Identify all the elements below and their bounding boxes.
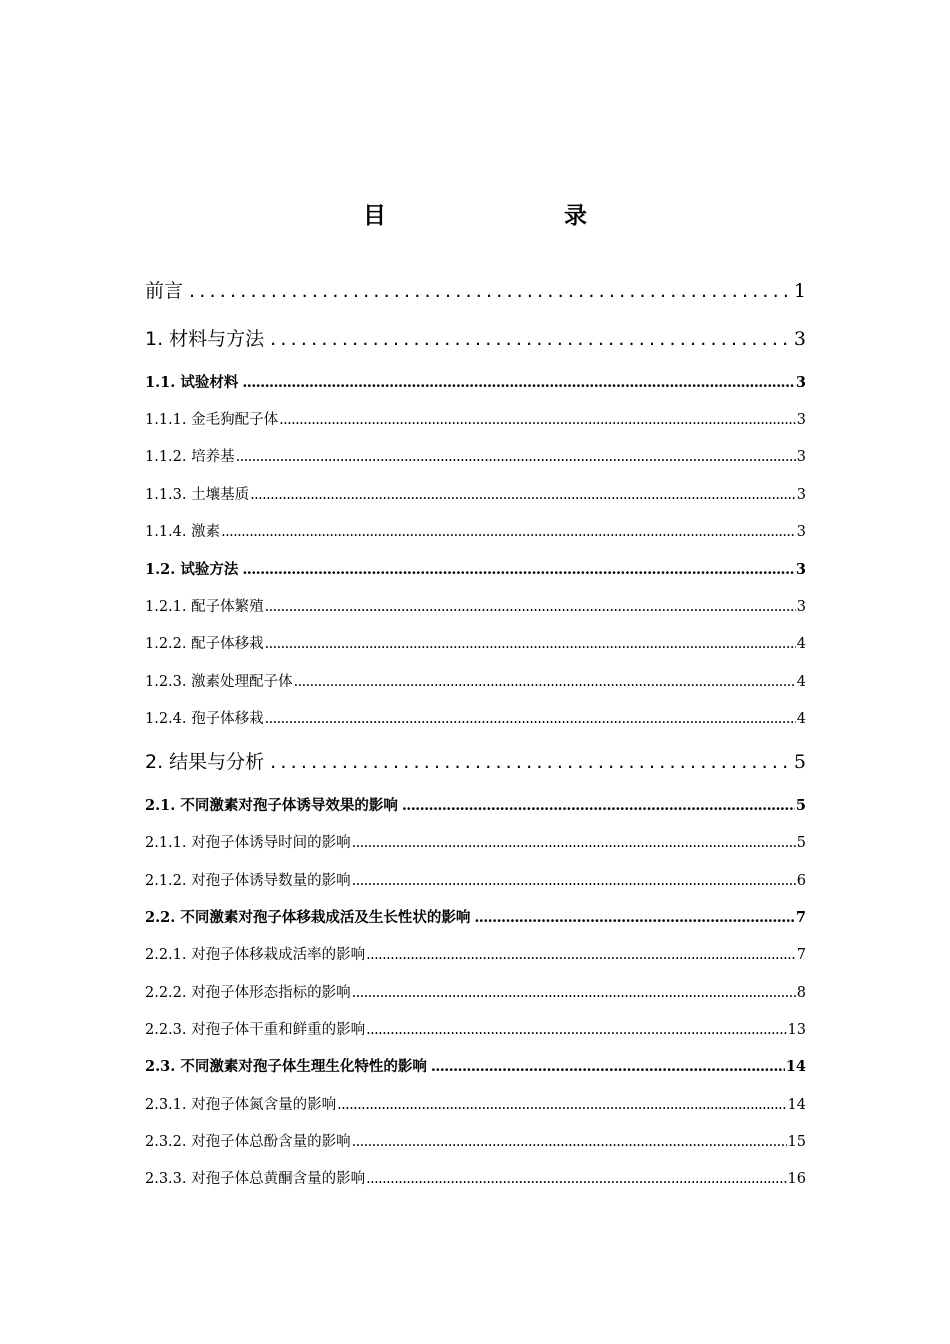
- toc-entry-page-number: 7: [795, 909, 806, 926]
- toc-entry-label: 2.1.1. 对孢子体诱导时间的影响: [145, 835, 351, 851]
- dot-leader: [352, 871, 796, 891]
- toc-entry-label: 1.1.4. 激素: [145, 524, 221, 540]
- toc-entry-label: 2.3. 不同激素对孢子体生理生化特性的影响: [145, 1058, 427, 1075]
- toc-entry-level-2[interactable]: [145, 796, 806, 816]
- toc-entry-level-1[interactable]: [145, 749, 806, 775]
- toc-entry-label: 1.1.3. 土壤基质: [145, 487, 250, 503]
- toc-entry-page-number: 5: [793, 751, 806, 773]
- toc-entry-label: 1.1. 试验材料: [145, 374, 239, 391]
- toc-entry-page-number: 3: [795, 561, 806, 578]
- toc-entry-label: 1.2.4. 孢子体移栽: [145, 711, 264, 727]
- toc-entry-label: 2.1.2. 对孢子体诱导数量的影响: [145, 873, 351, 889]
- toc-entry-label: 2.2.3. 对孢子体干重和鲜重的影响: [145, 1022, 366, 1038]
- toc-entry-page-number: 13: [787, 1022, 806, 1038]
- toc-entry-level-2[interactable]: [145, 908, 806, 928]
- toc-entry-label: 1.1.2. 培养基: [145, 449, 235, 465]
- toc-entry-page-number: 1: [793, 280, 806, 302]
- dot-leader: [402, 796, 795, 816]
- dot-leader: [279, 410, 796, 430]
- toc-entry-level-3[interactable]: [145, 1095, 806, 1115]
- toc-entry-label: 1.2.2. 配子体移栽: [145, 636, 264, 652]
- dot-leader: [270, 326, 792, 352]
- dot-leader: [265, 634, 796, 654]
- dot-leader: [337, 1095, 786, 1115]
- toc-entry-page-number: 4: [796, 711, 806, 727]
- toc-entry-page-number: 15: [787, 1134, 806, 1150]
- toc-entry-page-number: 4: [796, 674, 806, 690]
- toc-entry-label: 1.1.1. 金毛狗配子体: [145, 412, 279, 428]
- toc-entry-label: 2.2.2. 对孢子体形态指标的影响: [145, 985, 351, 1001]
- toc-entry-level-2[interactable]: [145, 373, 806, 393]
- toc-entry-page-number: 5: [795, 797, 806, 814]
- toc-entry-level-3[interactable]: [145, 634, 806, 654]
- toc-entry-label: 1.2.3. 激素处理配子体: [145, 674, 293, 690]
- toc-entry-label: 1. 材料与方法: [145, 328, 265, 350]
- toc-entry-page-number: 7: [796, 947, 806, 963]
- toc-entry-page-number: 3: [795, 374, 806, 391]
- toc-entry-level-3[interactable]: [145, 833, 806, 853]
- toc-entry-level-3[interactable]: [145, 1169, 806, 1189]
- toc-entry-page-number: 3: [796, 487, 806, 503]
- dot-leader: [352, 833, 796, 853]
- toc-entry-label: 前言: [145, 280, 184, 302]
- toc-entry-page-number: 3: [796, 599, 806, 615]
- toc-entry-label: 2.3.2. 对孢子体总酚含量的影响: [145, 1134, 351, 1150]
- toc-entry-label: 2.1. 不同激素对孢子体诱导效果的影响: [145, 797, 398, 814]
- dot-leader: [294, 672, 796, 692]
- dot-leader: [431, 1057, 785, 1077]
- toc-entry-level-3[interactable]: [145, 522, 806, 542]
- toc-entry-label: 2. 结果与分析: [145, 751, 265, 773]
- dot-leader: [250, 485, 796, 505]
- dot-leader: [366, 945, 796, 965]
- dot-leader: [270, 749, 792, 775]
- toc-entry-label: 1.2.1. 配子体繁殖: [145, 599, 264, 615]
- toc-entry-level-3[interactable]: [145, 447, 806, 467]
- toc-entry-page-number: 3: [796, 449, 806, 465]
- toc-entry-page-number: 4: [796, 636, 806, 652]
- toc-entry-level-3[interactable]: [145, 945, 806, 965]
- dot-leader: [189, 278, 792, 304]
- toc-entry-label: 2.2. 不同激素对孢子体移栽成活及生长性状的影响: [145, 909, 471, 926]
- dot-leader: [242, 373, 795, 393]
- toc-entry-label: 2.3.1. 对孢子体氮含量的影响: [145, 1097, 337, 1113]
- toc-entry-level-3[interactable]: [145, 672, 806, 692]
- toc-entry-level-3[interactable]: [145, 1020, 806, 1040]
- toc-entry-level-1[interactable]: [145, 278, 806, 304]
- dot-leader: [265, 597, 796, 617]
- toc-entry-label: 1.2. 试验方法: [145, 561, 239, 578]
- dot-leader: [221, 522, 796, 542]
- toc-entry-level-2[interactable]: [145, 560, 806, 580]
- dot-leader: [242, 560, 795, 580]
- dot-leader: [366, 1020, 786, 1040]
- toc-entry-level-3[interactable]: [145, 871, 806, 891]
- toc-entry-level-3[interactable]: [145, 410, 806, 430]
- page-title: 目 录: [363, 203, 631, 229]
- dot-leader: [265, 709, 796, 729]
- toc-entry-page-number: 3: [796, 524, 806, 540]
- toc-entry-page-number: 3: [796, 412, 806, 428]
- toc-entry-page-number: 14: [787, 1097, 806, 1113]
- toc-entry-level-3[interactable]: [145, 597, 806, 617]
- toc-entry-label: 2.3.3. 对孢子体总黄酮含量的影响: [145, 1171, 366, 1187]
- toc-entry-level-2[interactable]: [145, 1057, 806, 1077]
- toc-entry-level-3[interactable]: [145, 983, 806, 1003]
- toc-entry-page-number: 14: [785, 1058, 806, 1075]
- dot-leader: [236, 447, 796, 467]
- dot-leader: [352, 1132, 787, 1152]
- toc-entry-page-number: 6: [796, 873, 806, 889]
- dot-leader: [474, 908, 795, 928]
- toc-entry-level-3[interactable]: [145, 485, 806, 505]
- toc-entry-page-number: 16: [787, 1171, 806, 1187]
- toc-entry-level-3[interactable]: [145, 1132, 806, 1152]
- toc-entry-label: 2.2.1. 对孢子体移栽成活率的影响: [145, 947, 366, 963]
- toc-entry-page-number: 3: [793, 328, 806, 350]
- toc-entry-page-number: 8: [796, 985, 806, 1001]
- dot-leader: [366, 1169, 786, 1189]
- toc-entry-page-number: 5: [796, 835, 806, 851]
- toc-entry-level-3[interactable]: [145, 709, 806, 729]
- dot-leader: [352, 983, 796, 1003]
- toc-entry-level-1[interactable]: [145, 326, 806, 352]
